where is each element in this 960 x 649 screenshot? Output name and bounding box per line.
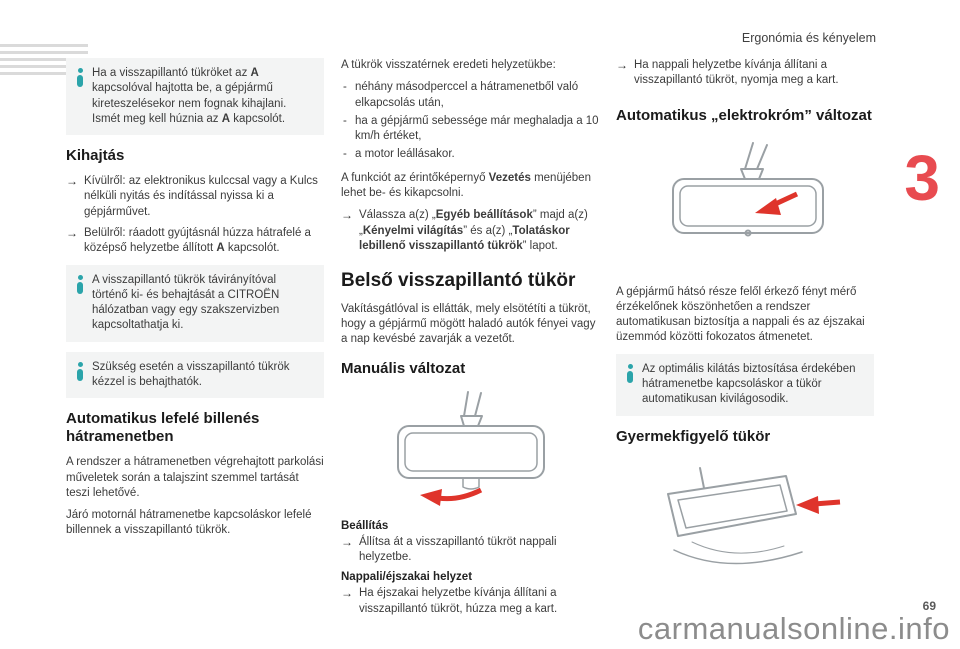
section-heading-electrochrome: Automatikus „elektrokróm” változat (616, 106, 872, 124)
section-heading-kihajtas: Kihajtás (66, 147, 125, 165)
column-2 (341, 58, 599, 623)
chapter-number: 3 (904, 142, 940, 214)
section-heading-auto-tilt: Automatikus lefelé billenés hátramenetben (66, 410, 260, 446)
section-heading-manual-variant: Manuális változat (341, 359, 466, 377)
paragraph: A rendszer a hátramenetben végrehajtott parkolási műveletek során a talajszint szemmel tartását teszi lehetővé. (66, 456, 324, 499)
dash-text: ha a gépjármű sebessége már meghaladja a 10 km/h értéket, (355, 114, 599, 143)
arrow-bullet-icon: → (66, 174, 78, 189)
mirror-line-art (668, 468, 802, 564)
paragraph: A gépjármű hátsó része felől érkező fényt mérő érzékelőnek köszönhetően a rendszer automatikusan biztosítja a nappali és az éjszakai üzemmód közötti fokozatos átmenetet. (616, 285, 865, 344)
arrow-bullet-icon: → (341, 208, 353, 223)
info-text: Az optimális kilátás biztosítása érdekében hátramenetbe kapcsoláskor a tükör automatikusan kivilágosodik. (642, 362, 856, 406)
rearview-mirror-drawing (629, 134, 861, 272)
watermark-text: carmanualsonline.info (637, 611, 950, 646)
info-box-reverse-brighten (616, 354, 874, 416)
bullet-text: Ha nappali helyzetbe kívánja állítani a visszapillantó tükröt, nyomja meg a kart. (634, 59, 839, 87)
instruction-bullet (341, 535, 599, 566)
instruction-bullet (66, 174, 324, 220)
dash-text: néhány másodperccel a hátramenetből való elkapcsolás után, (355, 81, 579, 109)
info-icon-dot (78, 68, 83, 73)
paragraph: A tükrök visszatérnek eredeti helyzetükbe: (341, 59, 556, 71)
info-box-fold-warning (66, 58, 324, 135)
rearview-mirror-drawing (364, 387, 576, 507)
info-text: Szükség esetén a visszapillantó tükrök kézzel is behajthatók. (92, 360, 290, 388)
column-1 (66, 58, 324, 623)
paragraph: Vakításgátlóval is ellátták, mely elsötétíti a tükröt, hogy a gépjármű mögött haladó autók fényei vagy a nap kevésbé zavarják a vezetőt. (341, 302, 596, 346)
bullet-text: Ha éjszakai helyzetbe kívánja állítani a visszapillantó tükröt, húzza meg a kart. (359, 587, 558, 615)
page-number: 69 (922, 599, 936, 613)
dash-icon: - (343, 114, 347, 127)
main-heading-interior-mirror: Belső visszapillantó tükör (341, 270, 576, 292)
bullet-text: Válassza a(z) „Egyéb beállítások” majd a(z) „Kényelmi világítás” és a(z) „Tolatáskor lebillenő visszapillantó tükrök” lapot. (359, 209, 588, 252)
info-icon (77, 68, 83, 127)
child-surveillance-mirror-drawing (634, 455, 856, 585)
info-icon (627, 364, 633, 408)
dash-list-item (341, 147, 599, 162)
content-columns (66, 58, 876, 623)
bullet-text: Állítsa át a visszapillantó tükröt nappali helyzetbe. (359, 535, 557, 564)
mirror-line-art (673, 143, 823, 236)
red-arrow-icon (438, 490, 481, 499)
info-icon (77, 362, 83, 391)
section-heading-child-mirror: Gyermekfigyelő tükör (616, 427, 771, 445)
electrochrome-mirror-figure (616, 134, 874, 277)
instruction-bullet (341, 586, 599, 617)
info-icon-dot (78, 362, 83, 367)
info-box-hand-fold (66, 352, 324, 399)
subheading-adjust: Beállítás (341, 519, 389, 532)
dash-list-item (341, 80, 599, 111)
chapter-header: Ergonómia és kényelem (741, 31, 876, 45)
info-icon-bar (77, 369, 83, 381)
arrow-bullet-icon: → (66, 225, 78, 240)
instruction-bullet (66, 226, 324, 257)
bullet-text: Belülről: ráadott gyújtásnál húzza hátrafelé a középső helyzetbe állított A kapcsolót. (84, 226, 311, 255)
info-icon-bar (627, 371, 633, 383)
decoration-stripe (0, 51, 88, 54)
child-mirror-figure (616, 455, 874, 590)
decoration-stripe (0, 44, 88, 47)
info-icon-bar (77, 75, 83, 87)
info-text: Ha a visszapillantó tükröket az A kapcsolóval hajtotta be, a gépjármű kireteszelésekor nem fognak kihajlani. Ismét meg kell húznia az A kapcsolót. (92, 67, 287, 125)
dash-text: a motor leállásakor. (355, 148, 455, 161)
dash-list-item (341, 114, 599, 145)
info-icon (77, 275, 83, 334)
info-icon-dot (78, 275, 83, 280)
info-icon-bar (77, 282, 83, 294)
red-arrowhead-icon (420, 489, 442, 506)
dash-icon: - (343, 81, 347, 94)
arrow-bullet-icon: → (341, 534, 353, 549)
info-box-remote (66, 265, 324, 342)
bullet-text: Kívülről: az elektronikus kulccsal vagy a Kulcs nélküli nyitás és indítással nyissa ki a gépjárművet. (84, 175, 318, 218)
arrow-bullet-icon: → (341, 586, 353, 601)
paragraph: Járó motornál hátramenetbe kapcsoláskor lefelé billennek a visszapillantó tükrök. (66, 509, 312, 537)
instruction-bullet (341, 208, 599, 254)
info-icon-dot (628, 364, 633, 369)
info-text: A visszapillantó tükrök távirányítóval történő ki- és behajtását a CITROËN hálózatban vagy egy szakszervizben kapcsoltathatja ki. (92, 273, 280, 332)
manual-mirror-figure (341, 387, 599, 512)
column-3 (616, 58, 874, 623)
arrow-bullet-icon: → (616, 58, 628, 72)
paragraph: A funkciót az érintőképernyő Vezetés menüjében lehet be- és kikapcsolni. (341, 171, 591, 199)
subheading-day-night: Nappali/éjszakai helyzet (341, 571, 473, 584)
dash-icon: - (343, 148, 347, 161)
mirror-line-art (398, 392, 544, 489)
instruction-bullet (616, 58, 874, 89)
red-arrowhead-icon (796, 496, 819, 514)
